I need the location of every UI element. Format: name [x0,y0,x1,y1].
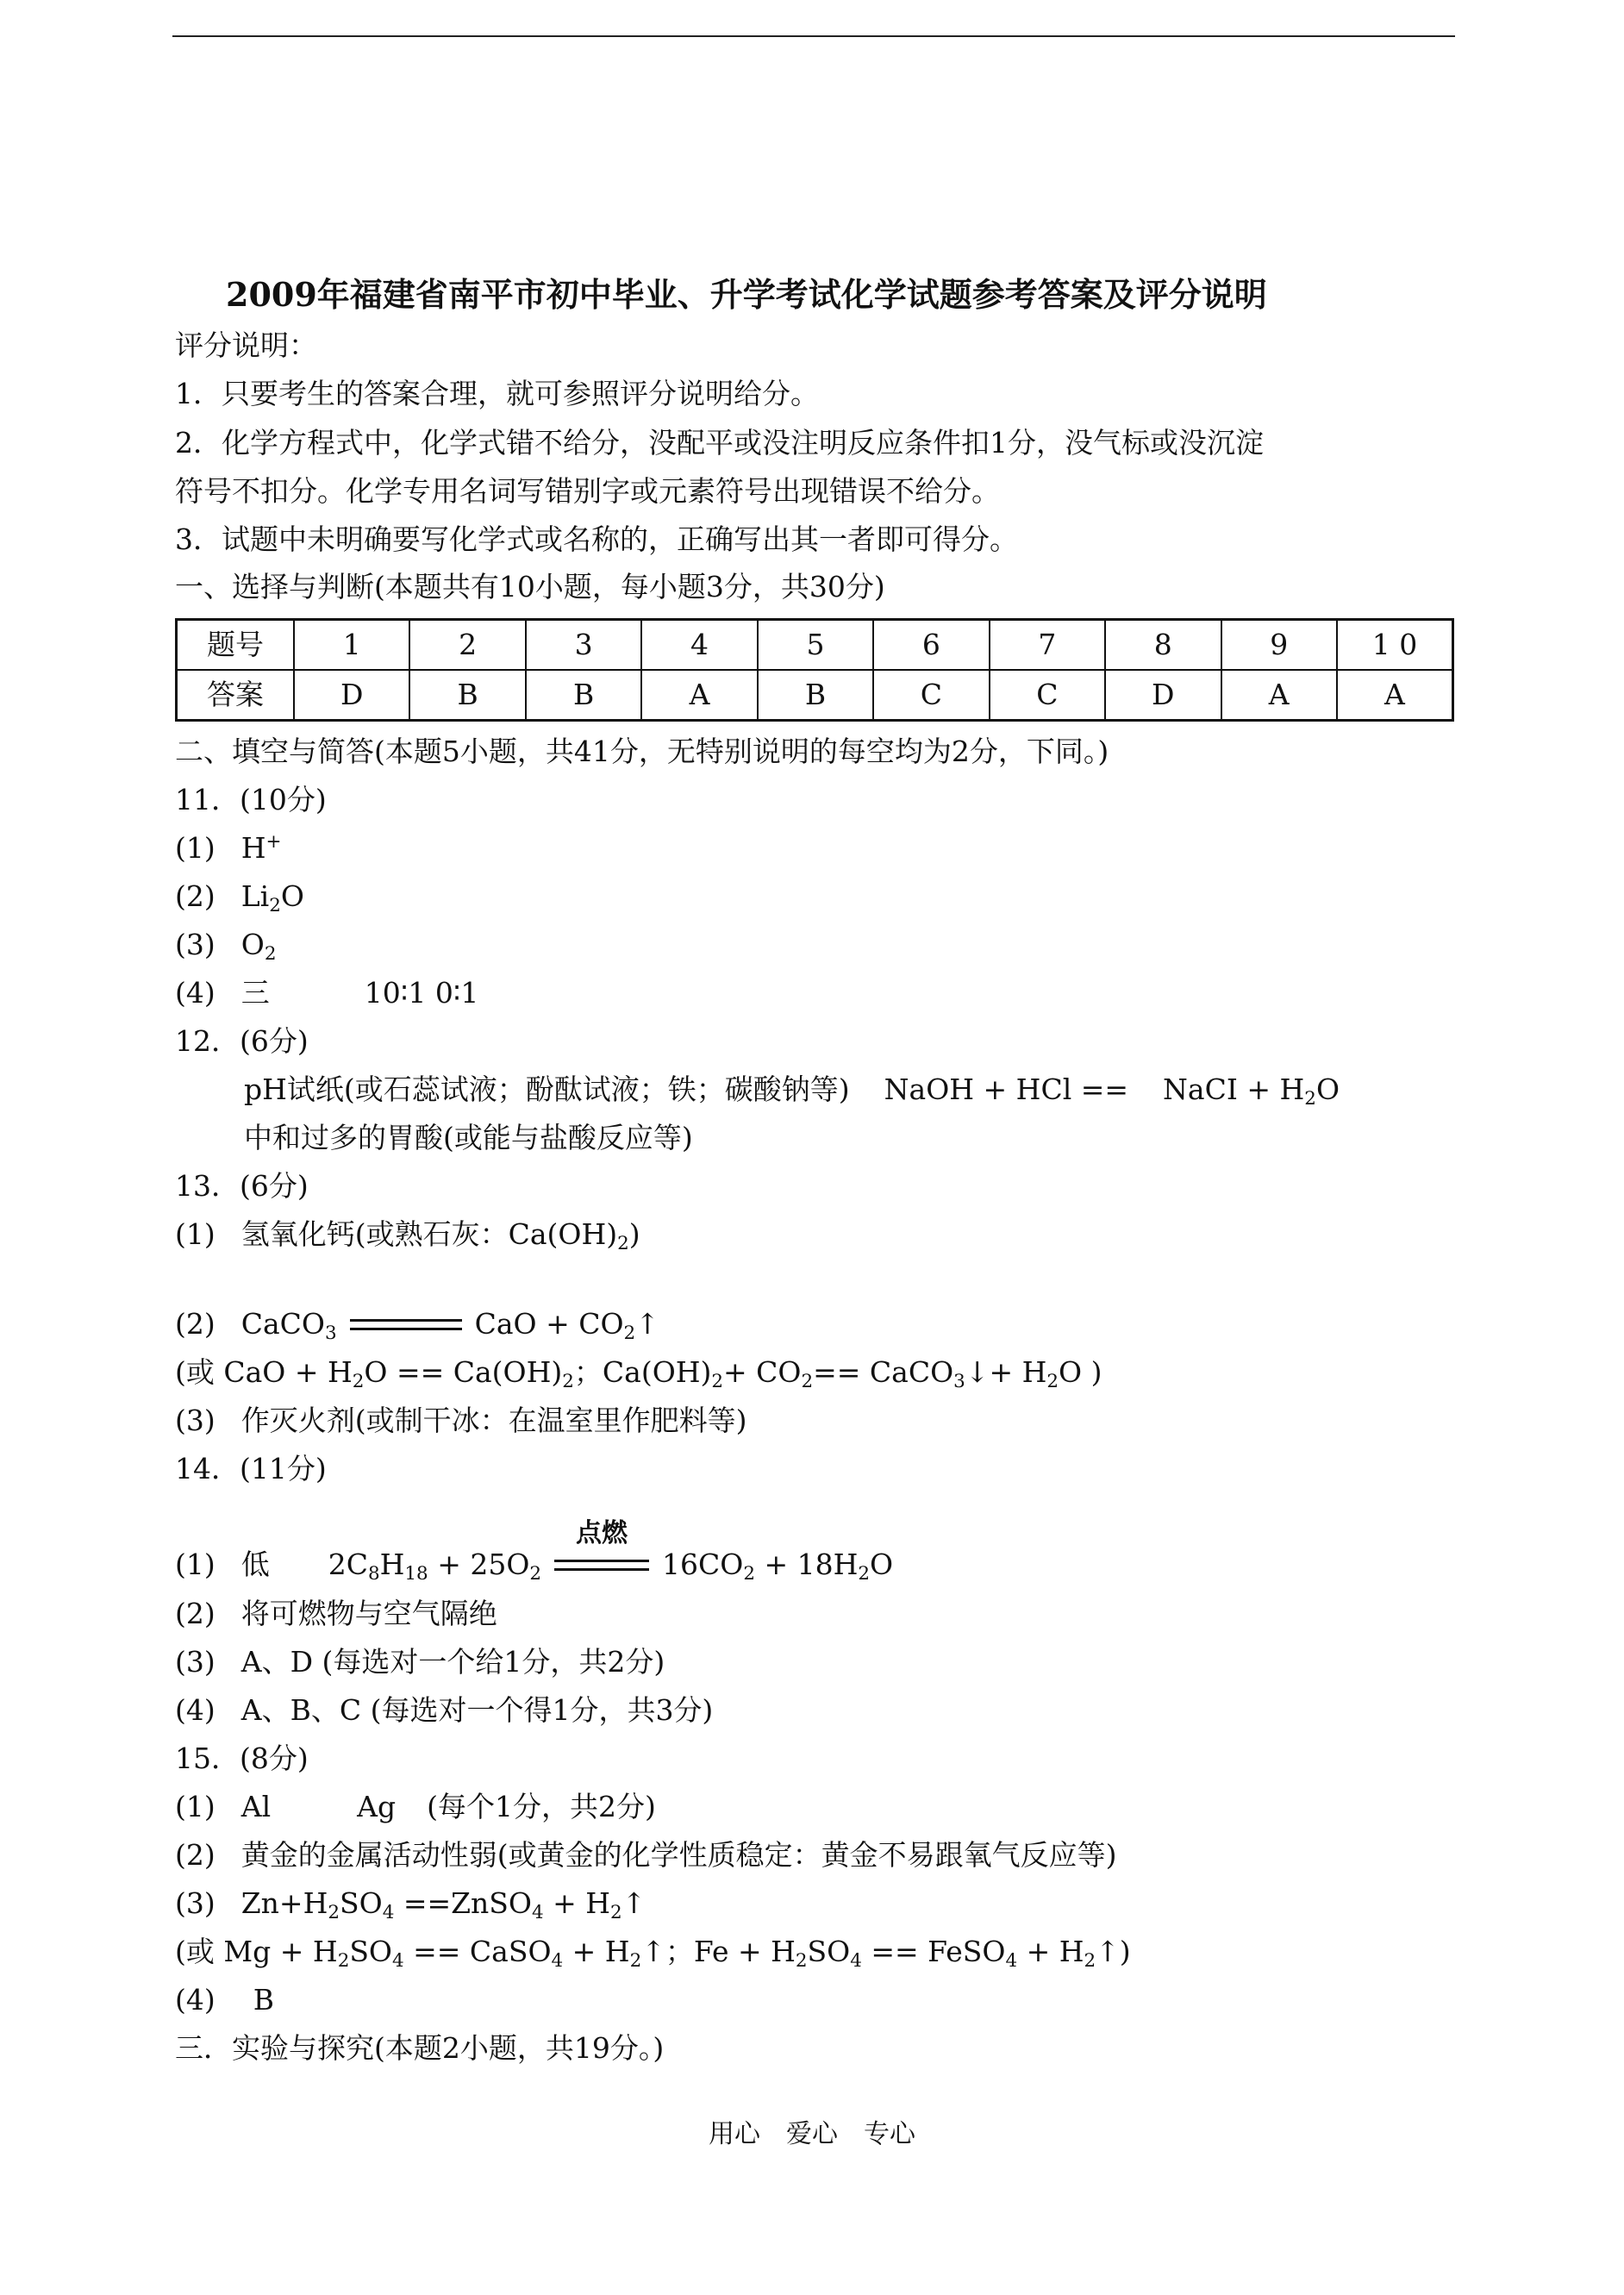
part-number: (1) [175,1548,215,1581]
table-cell-q9: 9 [1221,620,1337,671]
answer-text: 三 [240,976,270,1010]
table-cell-a6: C [873,670,989,721]
table-header-question: 题号 [177,620,295,671]
document-title: 2009年福建省南平市初中毕业、升学考试化学试题参考答案及评分说明 [226,275,1267,314]
answer-text: B [253,1983,275,2017]
q14-part2 [175,1597,497,1631]
part-number: (2) [175,1838,215,1872]
q11-part1 [175,831,282,866]
q13-alt [175,1355,1102,1390]
equals-sign-icon [346,1309,466,1343]
part-number: (1) [175,1790,215,1823]
answer-text: Ag [357,1790,397,1823]
scoring-rule-3: 3．试题中未明确要写化学式或名称的，正确写出其一者即可得分。 [175,522,1018,556]
q13-part1 [175,1217,640,1252]
table-cell-q8: 8 [1105,620,1221,671]
scoring-rule-2b: 符号不扣分。化学专用名词写错别字或元素符号出现错误不给分。 [175,474,1000,508]
table-cell-q7: 7 [990,620,1105,671]
equation-left: NaOH + HCl == [884,1072,1129,1106]
answer-text: A、B、C (每选对一个得1分，共3分) [240,1693,714,1727]
q11-part3 [175,928,277,965]
q11-part2 [175,879,304,914]
subscript: 2 [352,1371,365,1392]
part-number: (4) [175,1983,215,2017]
equation-left: CaCO [240,1307,325,1341]
answer-text: 低 [240,1548,270,1581]
subscript: 3 [953,1371,965,1392]
answer-text: A、D (每选对一个给1分，共2分) [240,1645,665,1679]
table-cell-a8: D [1105,670,1221,721]
section3-heading: 三．实验与探究(本题2小题，共19分。) [175,2031,665,2065]
part-number: (4) [175,1693,215,1727]
subscript: 2 [562,1371,574,1392]
section1-heading: 一、选择与判断(本题共有10小题，每小题3分，共30分) [175,570,885,603]
answer-text: Li [240,879,270,913]
q14-part3 [175,1645,665,1679]
part-number: (3) [175,1404,215,1437]
table-cell-q4: 4 [641,620,757,671]
scoring-heading: 评分说明： [175,328,317,362]
equation-left: $2C_8H_{18} + 25O_2$ [328,1548,542,1585]
part-number: (2) [175,1597,215,1630]
table-cell-a3: B [526,670,641,721]
reaction-condition: 点燃 [576,1518,628,1548]
q12-label: 12．(6分) [175,1024,309,1058]
alt-text: (或 CaO + H [175,1355,353,1389]
answer-table [175,618,1454,722]
answer-text: 作灭火剂(或制干冰：在温室里作肥料等) [240,1404,747,1437]
alt-text: O ) [1059,1355,1102,1389]
q15-part3 [175,1886,646,1921]
table-cell-q2: 2 [409,620,525,671]
part-number: (2) [175,879,215,913]
table-cell-q3: 3 [526,620,641,671]
answer-text: O [240,928,265,961]
q15-part4 [175,1983,274,2017]
alt-text: ；Ca(OH) [573,1355,712,1389]
q12-line2: 中和过多的胃酸(或能与盐酸反应等) [244,1121,693,1154]
subscript: 2 [1046,1371,1059,1392]
answer-text: 黄金的金属活动性弱(或黄金的化学性质稳定：黄金不易跟氧气反应等) [240,1838,1117,1872]
answer-text: pH试纸(或石蕊试液；酚酞试液；铁；碳酸钠等) [244,1072,850,1106]
alt-text: == CaCO [813,1355,954,1389]
q12-line1 [244,1072,1340,1110]
equation: $Zn+H_2SO_4$ ==ZnSO$_4$ + $H_2↑$ [240,1886,646,1923]
part-number: (1) [175,1217,215,1251]
header-rule [172,35,1455,37]
subscript: 2 [801,1371,814,1392]
q14-part4 [175,1693,713,1728]
subscript: 2 [264,943,277,965]
answer-note: (每个1分，共2分) [427,1790,656,1823]
q15-part2 [175,1838,1117,1873]
part-number: (1) [175,831,215,865]
section2-heading: 二、填空与简答(本题5小题，共41分，无特别说明的每空均为2分，下同。) [175,735,1109,768]
scoring-rule-1: 1．只要考生的答案合理，就可参照评分说明给分。 [175,377,819,410]
table-cell-a1: D [294,670,409,721]
superscript: + [265,831,282,854]
part-number: (3) [175,1645,215,1679]
answer-text: ) [628,1217,640,1251]
part-number: (4) [175,976,215,1010]
q15-label: 15．(8分) [175,1742,309,1775]
table-cell-a7: C [990,670,1105,721]
gas-arrow: ↑ [635,1307,659,1341]
alt-text: + CO [723,1355,802,1389]
q15-part1 [175,1790,656,1824]
part-number: (3) [175,928,215,961]
q14-label: 14．(11分) [175,1452,327,1485]
page-footer: 用心 爱心 专心 [709,2119,915,2149]
equation: (或 $Mg + H_2SO_4$ == CaSO$_4$ + $H_2↑$；$Fe + H_2SO_4$ == FeSO$_4$ + $H_2↑$) [175,1935,1131,1972]
table-cell-q5: 5 [758,620,873,671]
answer-text: O [280,879,304,913]
q14-part1 [175,1518,894,1585]
subscript: 2 [711,1371,724,1392]
q11-part4 [175,976,478,1010]
subscript: 2 [623,1323,636,1344]
alt-text: ↓+ H [965,1355,1047,1389]
alt-text: O == Ca(OH) [364,1355,563,1389]
q13-part2 [175,1307,659,1343]
subscript: 3 [324,1323,337,1344]
subscript: 2 [617,1233,629,1254]
q13-label: 13．(6分) [175,1169,309,1203]
answer-text: H [240,831,266,865]
part-number: (3) [175,1886,215,1920]
q15-alt [175,1935,1131,1972]
q11-label: 11．(10分) [175,783,327,816]
table-cell-q6: 6 [873,620,989,671]
part-number: (2) [175,1307,215,1341]
equation-right: NaCI + H [1163,1072,1305,1106]
table-cell-a5: B [758,670,873,721]
answer-text: 将可燃物与空气隔绝 [240,1597,497,1630]
table-cell-q10: 1 0 [1337,620,1453,671]
equals-sign-icon [550,1518,653,1584]
answer-text: 氢氧化钙(或熟石灰：Ca(OH) [240,1217,618,1251]
table-cell-q1: 1 [294,620,409,671]
table-cell-a4: A [641,670,757,721]
scoring-rule-2a: 2．化学方程式中，化学式错不给分，没配平或没注明反应条件扣1分，没气标或没沉淀 [175,426,1264,460]
answer-ratio: 10∶1 0∶1 [364,976,479,1010]
table-row-questions [177,620,1453,671]
subscript: 2 [269,895,281,916]
equation-end: O [1315,1072,1340,1106]
equation-right: $16CO_2 + 18H_2O$ [662,1548,894,1585]
table-cell-a2: B [409,670,525,721]
table-row-answers [177,670,1453,721]
q13-part3 [175,1404,747,1438]
subscript: 2 [1304,1088,1316,1110]
table-header-answer: 答案 [177,670,295,721]
answer-text: Al [240,1790,272,1823]
table-cell-a10: A [1337,670,1453,721]
table-cell-a9: A [1221,670,1337,721]
equation-right: CaO + CO [474,1307,624,1341]
